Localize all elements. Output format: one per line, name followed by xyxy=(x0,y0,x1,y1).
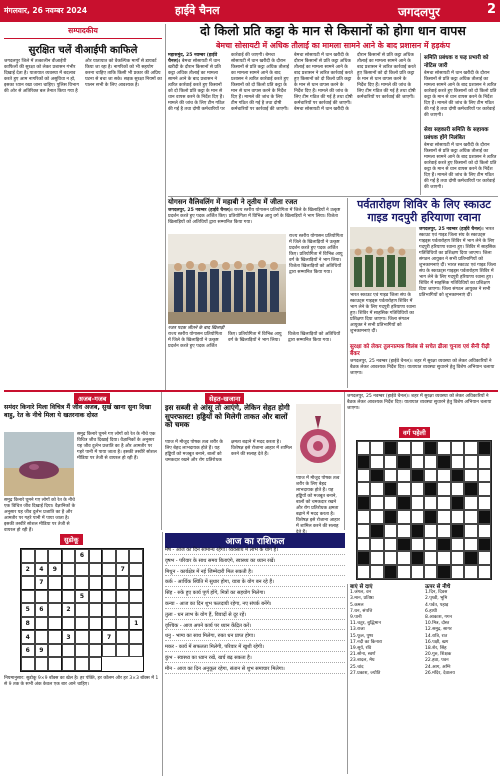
health-body: प्याज में मौजूद पोषक तत्व शरीर के लिए बेहद लाभदायक होते हैं। यह हड्डियों को मजबूत बनाने, बालों को चमकदार रखने और रोग प्रतिरोधक क्षमता बढ़ाने में मदद करता है। विशेषज्ञ इसे रोजाना आहार में शामिल करने की सलाह देते हैं। xyxy=(165,440,292,463)
sudoku-cell[interactable] xyxy=(48,617,62,631)
sudoku-cell[interactable]: 8 xyxy=(21,617,35,631)
sudoku-cell[interactable] xyxy=(48,657,62,671)
scout-headline: पर्वतारोहण शिविर के लिए स्काउट गाइड गदपुरी हरियाणा रवाना xyxy=(357,198,491,224)
sudoku-cell[interactable]: 7 xyxy=(116,563,130,577)
scout-photo-figures xyxy=(350,227,416,291)
sudoku-cell[interactable] xyxy=(129,576,143,590)
clue-heading: ऊपर से नीचे xyxy=(425,584,451,590)
sudoku-cell[interactable] xyxy=(116,590,130,604)
sudoku-cell[interactable] xyxy=(102,563,116,577)
sudoku-cell[interactable] xyxy=(35,549,49,563)
sudoku-cell[interactable] xyxy=(48,590,62,604)
lead-dateline: महासमुंद, 25 नवम्बर (हाईवे चैनल)। xyxy=(168,53,218,64)
sudoku-cell[interactable] xyxy=(129,563,143,577)
crossword-clue: 20.गुरु, शिक्षक xyxy=(425,652,452,658)
scout-body-text: भारत स्काउट एवं गाइड जिला संघ के स्काउट्स गाइड्स पर्वतारोहण शिविर में भाग लेने के लिए गदपुरी हरियाणा रवाना हुए। शिविर में साहसिक गतिविधियों का प्रशिक्षण दिया जाएगा। जिला संगठन आयुक्त ने सभी प्रतिभागियों को शुभकामनाएं दीं। xyxy=(419,227,496,268)
horoscope-item: मकर - कार्य में सफलता मिलेगी, परिवार में खुशी रहेगी। xyxy=(165,644,345,652)
crossword-grid[interactable] xyxy=(356,440,492,580)
crossword-clue: 18.शेर, सिंह xyxy=(425,646,447,652)
editorial-tag: सम्पादकीय xyxy=(4,26,162,39)
sudoku-cell[interactable] xyxy=(89,590,103,604)
crossword-clue: 10.मित्र, दोस्त xyxy=(425,621,450,627)
sudoku-grid[interactable] xyxy=(20,548,144,672)
sudoku-cell[interactable] xyxy=(89,563,103,577)
sudoku-cell[interactable] xyxy=(75,576,89,590)
crossword-tag: वर्ग पहेली xyxy=(399,427,430,438)
crossword-clue: 5.कमल xyxy=(350,602,364,608)
health-headline: इस सब्जी से आंसू तो आएंगे, लेकिन सेहत होगी सुपरफास्ट! हड्डियों को मिलेगी ताकत और बालों को चमक xyxy=(165,403,290,430)
lead-box-title-2: सेवा सहकारी समिति के सहायक प्रबंधक होंगे निलंबित xyxy=(424,127,489,141)
crossword-clue: 12.समुद्र, सागर xyxy=(425,627,452,633)
crossword-across-clues xyxy=(350,584,422,774)
sudoku-cell[interactable] xyxy=(62,644,76,658)
sea-creature-photo xyxy=(4,432,74,496)
horoscope-item: कर्क - आर्थिक स्थिति में सुधार होगा, यात्रा के योग बन रहे हैं। xyxy=(165,579,345,587)
horoscope-item: तुला - धन लाभ के योग हैं, विवादों से दूर रहें। xyxy=(165,612,345,620)
crossword-clue: 7.धन, संपत्ति xyxy=(350,608,373,614)
sudoku-cell[interactable] xyxy=(89,644,103,658)
sudoku-cell[interactable]: 6 xyxy=(75,549,89,563)
sudoku-cell[interactable] xyxy=(89,630,103,644)
sudoku-cell[interactable] xyxy=(75,563,89,577)
horoscope-item: मिथुन - कार्यक्षेत्र में नई जिम्मेदारी मिल सकती है। xyxy=(165,569,345,577)
sudoku-cell[interactable] xyxy=(48,603,62,617)
crossword-clue: 15.फूल, पुष्प xyxy=(350,633,374,639)
yoga-dateline: जगदलपुर, 25 नवम्बर (हाईवे चैनल)। xyxy=(168,208,233,213)
sudoku-cell[interactable] xyxy=(75,630,89,644)
sudoku-cell[interactable] xyxy=(89,617,103,631)
clue-heading: बाएं से दाएं xyxy=(350,584,373,590)
scout-body: जगदलपुर, 25 नवम्बर (हाईवे चैनल)। भारत स्काउट एवं गाइड जिला संघ के स्काउट्स गाइड्स पर्वतारोहण शिविर में भाग लेने के लिए गदपुरी हरियाणा रवाना हुए। शिविर में साहसिक गतिविधियों का प्रशिक्षण दिया जाएगा। जिला संगठन आयुक्त ने सभी प्रतिभागियों को शुभकामनाएं दीं। भारत स्काउट एवं गाइड जिला संघ के स्काउट्स गाइड्स पर्वतारोहण शिविर में भाग लेने के लिए गदपुरी हरियाणा रवाना हुए। शिविर में साहसिक गतिविधियों का प्रशिक्षण दिया जाएगा। जिला संगठन आयुक्त ने सभी प्रतिभागियों को शुभकामनाएं दीं। भारत स्काउट एवं गाइड जिला संघ के स्काउट्स गाइड्स पर्वतारोहण शिविर में भाग लेने के लिए गदपुरी हरियाणा रवाना हुए। शिविर में साहसिक गतिविधियों का प्रशिक्षण दिया जाएगा। जिला संगठन आयुक्त ने सभी प्रतिभागियों को शुभकामनाएं दीं। xyxy=(350,227,496,334)
sudoku-cell[interactable] xyxy=(89,549,103,563)
horoscope-list xyxy=(165,547,345,775)
horoscope-item: सिंह - रुके हुए कार्य पूर्ण होंगे, मित्रों का सहयोग मिलेगा। xyxy=(165,590,345,598)
security-strip-headline: सुरक्षा को लेकर तुलनात्मक विलंब से सचेत ढीला चुनाव एवं सैनी रीढ़ी बैंकर xyxy=(350,344,490,357)
sudoku-cell[interactable]: 7 xyxy=(102,630,116,644)
crossword-clue: 19.सूर्य, रवि xyxy=(350,646,372,652)
sudoku-cell[interactable] xyxy=(89,576,103,590)
sudoku-cell[interactable] xyxy=(129,590,143,604)
sudoku-cell[interactable] xyxy=(21,576,35,590)
crossword-clue: 16.पक्षी, खग xyxy=(425,639,449,645)
crossword-clue: 27.प्रकाश, ज्योति xyxy=(350,670,381,676)
sudoku-cell[interactable] xyxy=(129,630,143,644)
crossword-clue: 3.मान, प्रतिष्ठा xyxy=(350,596,374,602)
sudoku-cell[interactable] xyxy=(102,549,116,563)
editorial-body: जगदलपुर जिले में तत्कालीन वीआईपी काफिलों की सुरक्षा को लेकर प्रशासन गंभीर दिखाई देता है। यातायात व्यवस्था में बदलाव करते हुए आम नागरिकों को असुविधा न हो, इसका ध्यान रखा जाना चाहिए। पुलिस विभाग की ओर से अतिरिक्त बल तैनात किया गया है और यातायात को वैकल्पिक मार्गों से डायवर्ट किया जा रहा है। नागरिकों को भी सहयोग करना चाहिए ताकि किसी भी प्रकार की अप्रिय घटना से बचा जा सके। सड़क सुरक्षा नियमों का पालन सभी के लिए आवश्यक है। xyxy=(4,59,162,94)
sudoku-cell[interactable]: 9 xyxy=(35,644,49,658)
crossword-clue: 14.रात्रि, रात xyxy=(425,633,448,639)
sudoku-cell[interactable] xyxy=(102,603,116,617)
crossword-clue: 1.दिन, दिवस xyxy=(425,590,448,596)
crossword-clue: 25.चांद xyxy=(350,664,364,670)
sudoku-cell[interactable]: 2 xyxy=(62,603,76,617)
sudoku-cell[interactable] xyxy=(116,576,130,590)
sudoku-cell[interactable] xyxy=(21,590,35,604)
onion-illustration xyxy=(296,404,341,474)
sudoku-cell[interactable] xyxy=(35,617,49,631)
sudoku-cell[interactable] xyxy=(116,617,130,631)
crossword-clue: 23.बादल, मेघ xyxy=(350,658,375,664)
sudoku-cell[interactable] xyxy=(48,644,62,658)
masthead xyxy=(0,0,500,22)
ajab-headline: समंदर किनारे मिला विचित्र मैं जीव अजब, सुर्ख खाना सुना दिखा बाहु, रेत के नीचे मिला ये खतरनाक दोस्त xyxy=(4,404,152,419)
yoga-body: जगदलपुर, 25 नवम्बर (हाईवे चैनल)। राज्य स्तरीय योगासन प्रतियोगिता में जिले के खिलाड़ियों ने उत्कृष्ट प्रदर्शन करते हुए पदक अर्जित किए। प्रतियोगिता में विभिन्न आयु वर्ग के खिलाड़ियों ने भाग लिया। विजेता खिलाड़ियों को अतिथियों द्वारा सम्मानित किया गया। राज्य स्तरीय योगासन प्रतियोगिता में जिले के खिलाड़ियों ने उत्कृष्ट प्रदर्शन करते हुए पदक अर्जित किए। प्रतियोगिता में विभिन्न आयु वर्ग के खिलाड़ियों ने भाग लिया। विजेता खिलाड़ियों को अतिथियों द्वारा सम्मानित किया गया। रजत पदक जीतने के बाद खिलाड़ी राज्य स्तरीय योगासन प्रतियोगिता में जिले के खिलाड़ियों ने उत्कृष्ट प्रदर्शन करते हुए पदक अर्जित किए। प्रतियोगिता में विभिन्न आयु वर्ग के खिलाड़ियों ने भाग लिया। विजेता खिलाड़ियों को अतिथियों द्वारा सम्मानित किया गया। xyxy=(168,208,344,349)
sudoku-cell[interactable] xyxy=(75,617,89,631)
sudoku-cell[interactable] xyxy=(116,603,130,617)
newspaper-name: हाईवे चैनल xyxy=(175,4,220,17)
yoga-headline: योगसन वैलिवलिंग में महाबी ने तृतीय में जीता रजत xyxy=(168,198,298,206)
onion-photo xyxy=(296,404,341,474)
crossword-clue: 22.हवा, पवन xyxy=(425,658,449,664)
sudoku-cell[interactable]: 5 xyxy=(75,590,89,604)
crossword-clue: 26.मंदिर, देवालय xyxy=(425,670,455,676)
yoga-body-text: राज्य स्तरीय योगासन प्रतियोगिता में जिले के खिलाड़ियों ने उत्कृष्ट प्रदर्शन करते हुए पदक अर्जित किए। प्रतियोगिता में विभिन्न आयु वर्ग के खिलाड़ियों ने भाग लिया। विजेता खिलाड़ियों को अतिथियों द्वारा सम्मानित किया गया। xyxy=(168,208,341,225)
sudoku-cell[interactable]: 2 xyxy=(21,563,35,577)
sudoku-cell[interactable] xyxy=(62,617,76,631)
crossword-clue: 24.आग, अग्नि xyxy=(425,664,451,670)
sudoku-cell[interactable]: 1 xyxy=(129,617,143,631)
scout-group-photo xyxy=(350,227,416,291)
sudoku-cell[interactable] xyxy=(89,603,103,617)
sudoku-cell[interactable] xyxy=(102,617,116,631)
crossword-clue: 8.आकाश, गगन xyxy=(425,615,452,621)
team-photo-figures xyxy=(168,234,286,324)
sudoku-cell[interactable]: 4 xyxy=(35,563,49,577)
sudoku-cell[interactable] xyxy=(62,576,76,590)
sudoku-cell[interactable] xyxy=(116,630,130,644)
edition-city: जगदलपुर xyxy=(398,5,440,19)
horoscope-item: कन्या - आज का दिन शुभ फलदायी रहेगा, नए संपर्क बनेंगे। xyxy=(165,601,345,609)
crossword-clue: 17.नदी का किनारा xyxy=(350,639,382,645)
sudoku-cell[interactable] xyxy=(116,549,130,563)
sudoku-cell[interactable] xyxy=(75,657,89,671)
issue-date: मंगलवार, 26 नवम्बर 2024 xyxy=(4,6,88,15)
sudoku-cell[interactable] xyxy=(75,644,89,658)
sudoku-cell[interactable] xyxy=(62,590,76,604)
health-tag: सेहत-खजाना xyxy=(205,393,244,404)
sudoku-cell[interactable]: 9 xyxy=(48,563,62,577)
sudoku-cell[interactable]: 4 xyxy=(21,630,35,644)
horoscope-item: मेष - आज का दिन सामान्य रहेगा। व्यवसाय में लाभ के योग हैं। xyxy=(165,547,345,555)
crossword-clue: 1.जंगल, वन xyxy=(350,590,372,596)
editorial-title: सुरक्षित चलें वीआईपी काफिले xyxy=(28,45,138,56)
sudoku-cell[interactable] xyxy=(102,590,116,604)
lead-story-body: महासमुंद, 25 नवम्बर (हाईवे चैनल)। बेमचा सोसायटी में धान खरीदी के दौरान किसानों से प्रति कट्टा अधिक तौलाई का मामला सामने आने के बाद प्रशासन ने त्वरित कार्रवाई करते हुए किसानों को दो किलो प्रति कट्टा के मान से धान वापस करने के निर्देश दिए हैं। मामले की जांच के लिए टीम गठित की गई है तथा दोषी कर्मचारियों पर कार्रवाई की जाएगी। बेमचा सोसायटी में धान खरीदी के दौरान किसानों से प्रति कट्टा अधिक तौलाई का मामला सामने आने के बाद प्रशासन ने त्वरित कार्रवाई करते हुए किसानों को दो किलो प्रति कट्टा के मान से धान वापस करने के निर्देश दिए हैं। मामले की जांच के लिए टीम गठित की गई है तथा दोषी कर्मचारियों पर कार्रवाई की जाएगी। बेमचा सोसायटी में धान खरीदी के दौरान किसानों से प्रति कट्टा अधिक तौलाई का मामला सामने आने के बाद प्रशासन ने त्वरित कार्रवाई करते हुए किसानों को दो किलो प्रति कट्टा के मान से धान वापस करने के निर्देश दिए हैं। मामले की जांच के लिए टीम गठित की गई है तथा दोषी कर्मचारियों पर कार्रवाई की जाएगी। बेमचा सोसायटी में धान खरीदी के दौरान किसानों से प्रति कट्टा अधिक तौलाई का मामला सामने आने के बाद प्रशासन ने त्वरित कार्रवाई करते हुए किसानों को दो किलो प्रति कट्टा के मान से धान वापस करने के निर्देश दिए हैं। मामले की जांच के लिए टीम गठित की गई है तथा दोषी कर्मचारियों पर कार्रवाई की जाएगी। समिति प्रबंधक व फड़ प्रभारी को नोटिस जारी बेमचा सोसायटी में धान खरीदी के दौरान किसानों से प्रति कट्टा अधिक तौलाई का मामला सामने आने के बाद प्रशासन ने त्वरित कार्रवाई करते हुए किसानों को दो किलो प्रति कट्टा के मान से धान वापस करने के निर्देश दिए हैं। मामले की जांच के लिए टीम गठित की गई है तथा दोषी कर्मचारियों पर कार्रवाई की जाएगी। सेवा सहकारी समिति के सहायक प्रबंधक होंगे निलंबित बेमचा सोसायटी में धान खरीदी के दौरान किसानों से प्रति कट्टा अधिक तौलाई का मामला सामने आने के बाद प्रशासन ने त्वरित कार्रवाई करते हुए किसानों को दो किलो प्रति कट्टा के मान से धान वापस करने के निर्देश दिए हैं। मामले की जांच के लिए टीम गठित की गई है तथा दोषी कर्मचारियों पर कार्रवाई की जाएगी। xyxy=(168,53,498,195)
sudoku-rules: नियमानुसार: सुडोकू 9×9 बॉक्स का खेल है। हर पंक्ति, हर कॉलम और हर 3×3 बॉक्स में 1 से 9 तक के सभी अंक केवल एक बार आने चाहिए। xyxy=(4,676,159,687)
ajab-gajab-tag: अजब-गजब xyxy=(74,393,110,404)
crossword-clue: 9.पानी xyxy=(350,615,362,621)
horoscope-item: कुंभ - स्वास्थ्य का ध्यान रखें, खर्च बढ़ सकता है। xyxy=(165,655,345,663)
sudoku-cell[interactable] xyxy=(89,657,103,671)
lead-body-text: बेमचा सोसायटी में धान खरीदी के दौरान किसानों से प्रति कट्टा अधिक तौलाई का मामला सामने आने के बाद प्रशासन ने त्वरित कार्रवाई करते हुए किसानों को दो किलो प्रति कट्टा के मान से धान वापस करने के निर्देश दिए हैं। मामले की जांच के लिए टीम गठित की गई है तथा दोषी कर्मचारियों पर कार्रवाई की जाएगी। xyxy=(168,53,264,112)
sudoku-cell[interactable] xyxy=(48,630,62,644)
crossword-clue: 6.हाथी xyxy=(425,608,437,614)
sudoku-cell[interactable] xyxy=(129,603,143,617)
sudoku-cell[interactable] xyxy=(35,630,49,644)
lead-headline: दो किलो प्रति कट्टा के मान से किसानों को होगा धान वापस xyxy=(200,23,466,38)
security-strip-body: जगदलपुर, 25 नवम्बर (हाईवे चैनल)। शहर में सुरक्षा व्यवस्था को लेकर अधिकारियों ने बैठक लेकर आवश्यक निर्देश दिए। यातायात व्यवस्था सुधारने हेतु विशेष अभियान चलाया जाएगा। xyxy=(350,359,495,376)
crossword-clue: 13.राजा xyxy=(350,627,365,633)
horoscope-item: मीन - आज का दिन अनुकूल रहेगा, संतान से शुभ समाचार मिलेगा। xyxy=(165,666,345,674)
editorial-section xyxy=(4,26,162,388)
sudoku-tag: सुडोकू xyxy=(60,534,83,545)
horoscope-tag: आज का राशिफल xyxy=(165,533,345,548)
sudoku-cell[interactable] xyxy=(62,549,76,563)
sudoku-cell[interactable] xyxy=(62,657,76,671)
yoga-team-photo xyxy=(168,234,286,324)
sudoku-cell[interactable] xyxy=(102,576,116,590)
scout-dateline: जगदलपुर, 25 नवम्बर (हाईवे चैनल)। xyxy=(419,227,484,232)
lead-box-title: समिति प्रबंधक व फड़ प्रभारी को नोटिस जारी xyxy=(424,55,489,69)
horoscope-item: वृषभ - परिवार के साथ समय बिताएंगे, स्वास्थ्य का ध्यान रखें। xyxy=(165,558,345,566)
sudoku-cell[interactable]: 6 xyxy=(21,644,35,658)
sudoku-cell[interactable] xyxy=(35,590,49,604)
sudoku-cell[interactable]: 6 xyxy=(35,603,49,617)
crossword-down-clues xyxy=(425,584,498,774)
sudoku-cell[interactable] xyxy=(129,549,143,563)
horoscope-item: वृश्चिक - आज अपने कार्य पर ध्यान केंद्रित करें। xyxy=(165,623,345,631)
column-divider xyxy=(165,24,166,390)
sudoku-cell[interactable] xyxy=(21,549,35,563)
crossword-clue: 2.पृथ्वी, भूमि xyxy=(425,596,448,602)
page-number: 2 xyxy=(486,2,496,17)
sudoku-cell[interactable]: 3 xyxy=(62,630,76,644)
horoscope-item: धनु - भाग्य का साथ मिलेगा, रुका धन प्राप्त होगा। xyxy=(165,633,345,641)
crossword-clue: 21.सोना, स्वर्ण xyxy=(350,652,376,658)
sea-creature-illustration xyxy=(4,432,74,496)
sudoku-cell[interactable] xyxy=(48,576,62,590)
sudoku-cell[interactable]: 7 xyxy=(35,576,49,590)
sudoku-cell[interactable] xyxy=(102,644,116,658)
sudoku-cell[interactable] xyxy=(48,549,62,563)
ajab-body: समुद्र किनारे घूमने गए लोगों को रेत के नीचे एक विचित्र जीव दिखाई दिया। वैज्ञानिकों के अनुसार यह जीव दुर्लभ प्रजाति का है और आमतौर पर गहरे पानी में पाया जाता है। इसकी तस्वीरें सोशल मीडिया पर तेजी से वायरल हो रही हैं। xyxy=(77,432,157,461)
sudoku-cell[interactable] xyxy=(129,644,143,658)
crossword-clue: 11.चतुर, बुद्धिमान xyxy=(350,621,381,627)
crossword-clue: 4.पर्वत, पहाड़ xyxy=(425,602,449,608)
sudoku-cell[interactable]: 5 xyxy=(21,603,35,617)
yoga-photo-caption: रजत पदक जीतने के बाद खिलाड़ी xyxy=(168,326,225,331)
sudoku-cell[interactable] xyxy=(35,657,49,671)
sudoku-cell[interactable] xyxy=(116,644,130,658)
sudoku-cell[interactable] xyxy=(75,603,89,617)
sudoku-cell[interactable] xyxy=(62,563,76,577)
sudoku-cell[interactable] xyxy=(21,657,35,671)
lead-subheadline: बेमचा सोसायटी में अधिक तौलाई का मामला सामने आने के बाद प्रशासन में हड़कंप xyxy=(215,41,451,50)
